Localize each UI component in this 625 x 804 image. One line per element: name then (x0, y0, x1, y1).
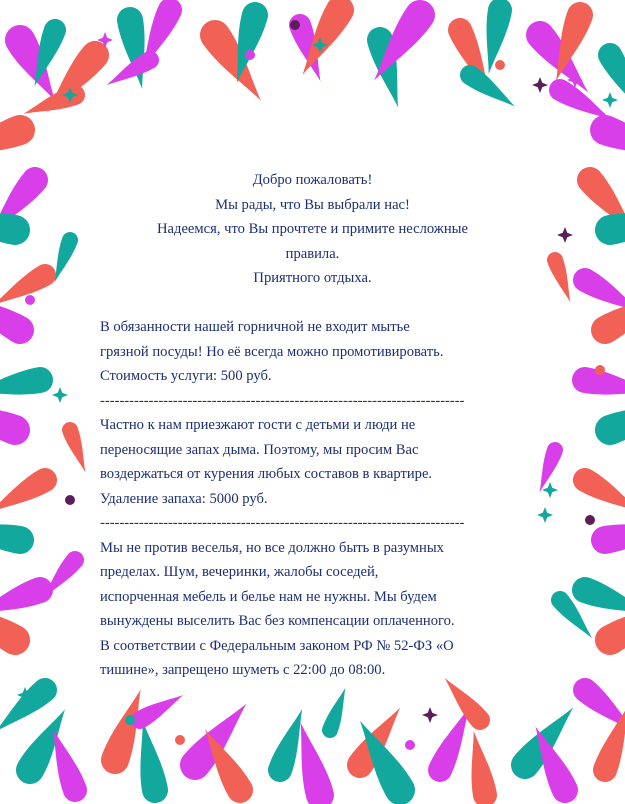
four-point-star-icon (422, 707, 438, 723)
paragraph-line: грязной посуды! Но её всегда можно промотивировать. (100, 343, 444, 360)
paragraph-line: вынуждены выселить Вас без компенсации оплаченного. (100, 613, 455, 629)
four-point-star-icon (537, 507, 553, 523)
four-point-star-icon (532, 77, 548, 93)
decor-dot (585, 515, 595, 525)
paint-drop-shape (456, 61, 521, 115)
paragraph-line: В соответствии с Федеральным законом РФ № 52-ФЗ «О (100, 637, 454, 654)
paragraph-line: испорченная мебель и белье нам не нужны. Мы будем (100, 588, 437, 605)
paint-drop-shape (586, 111, 625, 170)
blank-line (100, 291, 525, 316)
paragraph-line: Мы не против веселья, но все должно быть в разумных (100, 539, 444, 556)
paragraph-line: пределах. Шум, вечеринки, жалобы соседей, (100, 564, 379, 580)
paint-drop-shape (0, 389, 34, 450)
decor-dot (495, 60, 505, 70)
paint-drop-shape (462, 729, 499, 804)
paint-drop-shape (0, 260, 60, 315)
paint-drop-shape (174, 694, 258, 786)
paint-drop-shape (545, 250, 578, 305)
greeting-line: Приятного отдыха. (253, 270, 372, 286)
greeting-line: Мы рады, что Вы выбрали нас! (215, 196, 410, 213)
four-point-star-icon (602, 92, 618, 108)
greeting-line: правила. (285, 245, 340, 262)
paragraph-line: Частно к нам приезжают гости с детьми и люди не (100, 417, 416, 433)
decor-dot (290, 20, 300, 30)
decor-dot (595, 365, 605, 375)
paint-drop-shape (320, 685, 353, 740)
dashed-separator: --------------------------------------------------------------------------- (100, 392, 465, 409)
decor-dot (175, 735, 185, 745)
paint-drop-shape (0, 573, 57, 626)
greeting-line: Надеемся, что Вы прочтете и примите несложные (157, 221, 468, 237)
document-body (100, 168, 525, 683)
decor-dot (405, 740, 415, 750)
paragraph-line: воздержаться от курения любых составов в квартире. (100, 466, 433, 482)
four-point-star-icon (52, 387, 68, 403)
rule-paragraph-noise (100, 536, 525, 683)
greeting-block (100, 168, 525, 291)
paragraph-line: В обязанности нашей горничной не входит мытье (100, 319, 410, 335)
paint-drop-shape (569, 464, 625, 523)
decor-dot (65, 495, 75, 505)
decor-dot (25, 295, 35, 305)
rule-paragraph-smoking (100, 413, 525, 511)
paint-drop-shape (0, 513, 36, 556)
paragraph-line: тишине», запрещено шуметь с 22:00 до 08:00. (100, 662, 386, 678)
paint-drop-shape (130, 719, 170, 804)
four-point-star-icon (557, 227, 573, 243)
paragraph-line: Стоимость услуги: 500 руб. (100, 368, 272, 384)
greeting-line: Добро пожаловать! (252, 172, 373, 188)
decor-dot (125, 715, 135, 725)
paint-drop-shape (60, 420, 93, 475)
paint-drop-shape (20, 82, 88, 123)
paint-drop-shape (0, 464, 61, 523)
paint-drop-shape (591, 389, 625, 450)
paragraph-line: переносящие запах дыма. Поэтому, мы просим Вас (100, 441, 419, 458)
dashed-separator: --------------------------------------------------------------------------- (100, 515, 465, 531)
paint-drop-shape (0, 111, 39, 170)
paragraph-line: Удаление запаха: 5000 руб. (100, 490, 268, 507)
rule-paragraph-dishes (100, 315, 525, 389)
paint-drop-shape (0, 365, 55, 405)
decor-dot (245, 50, 255, 60)
